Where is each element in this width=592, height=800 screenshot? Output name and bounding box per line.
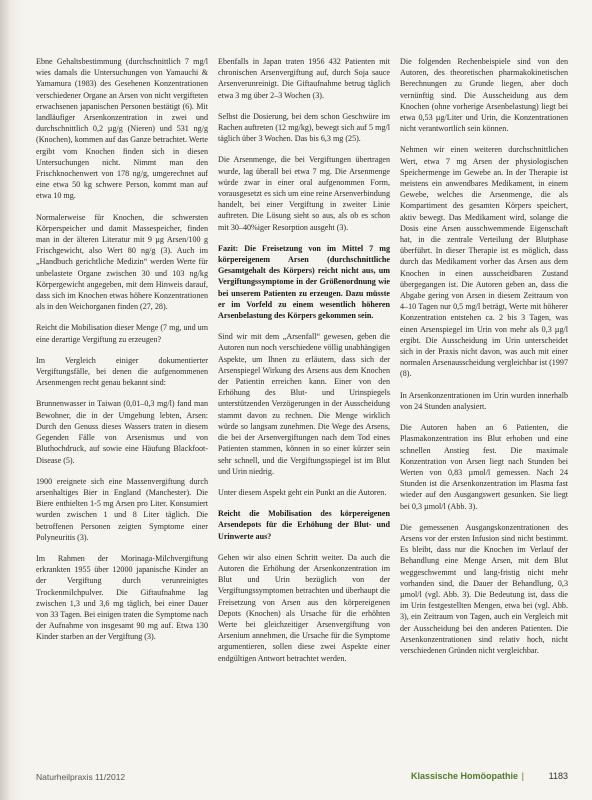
footer-issue: Naturheilpraxis 11/2012	[36, 772, 126, 782]
paragraph: Brunnenwasser in Taiwan (0,01–0,3 mg/l) fand man Bewohner, die in der Umgebung lebten, Arsen: Durch den Genuss dieses Wassers traten in diesem Gegenden Fälle von Arsenismus und von Bluthochdruck, auf sowie eine Häufung Blackfoot-Disease (5).	[36, 399, 208, 465]
text-column-3	[400, 56, 568, 666]
page-spine-shadow	[0, 0, 10, 800]
paragraph: Reicht die Mobilisation des körpereigenen Arsendepots für die Erhöhung der Blut- und Urinwerte aus?	[218, 509, 390, 541]
paragraph: Selbst die Dosierung, bei dem schon Geschwüre im Rachen auftreten (12 mg/kg), bewegt sich auf 5 mg/l täglich über 3 Wochen. Das bis 6,3 mg (25).	[218, 111, 390, 144]
paragraph: Die Autoren haben an 6 Patienten, die Plasmakonzentration ins Blut erhoben und eine schnellen Anstieg fest. Die maximale Konzentration von Arsen liegt nach Stunden bei Werten von 0,83 µmol/l gemessen. Nach 24 Stunden ist die Arsenkonzentration im Plasma fast wieder auf den Ausgangswert gesunken. Sie liegt bei 0,3 µmol/l (Abb. 3).	[400, 423, 568, 511]
paragraph: Die Arsenmenge, die bei Vergiftungen übertragen wurde, lag überall bei etwa 7 mg. Die Arsenmenge würde zwar in einer oral aufgenommen Form, vorausgesetzt es sich um eine reine Arsenverbindung handelt, bei einer Vergiftung in zweiter Linie auftreten. Die Lösung sieht so aus, als ob es schon mit 30–40%iger Resorption ausgeht (3).	[218, 155, 390, 232]
paragraph: Sind wir mit dem „Arsenfall“ gewesen, geben die Autoren nun noch verschiedene völlig unabhängigen Aspekte, um Ihnen zu erläutern, dass sich der Arsenspiegel Wirkung des Arsens aus dem Knochen der Patientin erreichen kann. Einer von den Erhöhung des Blut- und Urinspiegels unterstützenden Verzögerungen in der Ausscheidung stammt davon zu rechnen. Die Menge wirklich würde so langsam zunehmen. Die Wege des Arsens, die bei der Arsenvergiftungen nach dem Tod eines Patienten stammen, können in so einer kürzer sein sehr schnell, und die Vergiftungsspiegel ist im Blut und Urin niedrig.	[218, 332, 390, 476]
paragraph: Unter diesem Aspekt geht ein Punkt an die Autoren.	[218, 487, 387, 497]
paragraph: Fazit: Die Freisetzung von im Mittel 7 mg körpereigenem Arsen (durchschnittliche Gesamtgehalt des Körpers) reicht nicht aus, um Vergiftungssymptome in der Größenordnung wie bei unserem Patienten zu erzeugen. Dazu müsste er im Vorfeld zu einem wesentlich höheren Arsenbelastung des Körpers gekommen sein.	[218, 243, 390, 321]
page-number: 1183	[548, 771, 568, 781]
paragraph: Im Vergleich einiger dokumentierter Vergiftungsfälle, bei denen die aufgenommenen Arsenmengen recht genau bekannt sind:	[36, 355, 208, 388]
text-column-2	[218, 56, 390, 674]
paragraph: Die gemessenen Ausgangskonzentrationen des Arsens vor der ersten Infusion sind nicht bestimmt. Es bleibt, dass nur die Knochen im Verlauf der Behandlung eine Menge Arsen, mit dem Blut weggeschwemmt und lang-fristig nicht mehr vorhanden sind, die Dauer der Behandlung, 0,3 µmol/l (vgl. Abb. 3). Die Bedeutung ist, dass die im Urin festgestellten Mengen, etwa bei (vgl. Abb. 3), ein Zeitraum von Tagen, auch ein Vergleich mit der Ausscheidung bei den anderen Patienten. Die Arsenkonzentrationen sind relativ hoch, nicht verschiedenen Gründen nicht vergleichbar.	[400, 522, 568, 655]
paragraph: Ebne Gehaltsbestimmung (durchschnittlich 7 mg/l wies damals die Untersuchungen von Yamauchi & Yamamura (1983) des Gesehenen Konzentrationen verschiedener Organe an Arsen von nicht vergifteten erwachsenen japanischen Personen bestätigt (6). Mit landläufiger Arsenkonzentration in zwei und durchschnittlich 0,2 µg/g (Nieren) und 531 ng/g (Knochen), kommen auf das Ganze betrachtet. Werte ergibt vom Knochen finden sich in diesen Untersuchungen nicht. Nimmt man den Frischknochenwert von 178 ng/g, umgerechnet auf eine etwa 50 kg schwere Person, kommt man auf etwa 10 mg.	[36, 57, 208, 201]
paragraph: Die folgenden Rechenbeispiele sind von den Autoren, des theoretischen pharmakokinetischen Berechnungen zu Grunde liegen, aber doch vernünftig sind. Die Ausscheidung aus dem Knochen (ohne vorherige Arsenbelastung) liegt bei etwa 0,53 µg/Liter und Urin, die Konzentrationen nicht verantwortlich sein können.	[400, 57, 568, 134]
paragraph: Normalerweise für Knochen, die schwersten Körperspeicher und damit Massespeicher, finden man in der älteren Literatur mit 9 µg Arsen/100 g Frischgewicht, also Wert 80 ng/g (3). Auch im „Handbuch gerichtliche Medizin“ werden Werte für unbelastete Organe zwischen 30 und 103 ng/kg Körpergewicht angegeben, mit dem Hinweis darauf, dass sich im Knochen etwas höhere Konzentrationen als in den Weichorganen finden (27, 28).	[36, 212, 208, 312]
paragraph: Ebenfalls in Japan traten 1956 432 Patienten mit chronischen Arsenvergiftung auf, durch Soja sauce Arsenverunreinigt. Die Giftaufnahme betrug täglich etwa 3 mg über 2–3 Wochen (3).	[218, 57, 390, 100]
paragraph: In Arsenkonzentrationen im Urin wurden innerhalb von 24 Stunden analysiert.	[400, 390, 568, 411]
paragraph: Reicht die Mobilisation dieser Menge (7 mg, und um eine derartige Vergiftung zu erzeugen?	[36, 323, 208, 344]
footer-journal-title: Klassische Homöopathie	[410, 771, 518, 781]
footer-separator: |	[521, 771, 524, 781]
page-footer	[36, 772, 568, 786]
text-column-1	[36, 56, 208, 653]
paragraph: Gehen wir also einen Schritt weiter. Da auch die Autoren die Erhöhung der Arsenkonzentration im Blut und Urin bezüglich von der Vergiftungssymptomen betrachten und überhaupt die Freisetzung von Arsen aus den körpereigenen Depots (Knochen) als Ursache für die erhöhten Werte bei gleichzeitiger Arsenvergiftung von Arsenium annehmen, die Ursache für die Symptome argumentieren, sollen diese zwei Aspekte einer endgültigen Antwort betrachtet werden.	[218, 552, 390, 663]
paragraph: Im Rahmen der Morinaga-Milchvergiftung erkrankten 1955 über 12000 japanische Kinder an der Vergiftung durch verunreinigtes Trockenmilchpulver. Die Giftaufnahme lag zwischen 1,3 und 3,6 mg täglich, bei einer Dauer von 33 Tagen. Bei einigen traten die Symptome nach der Aufnahme von insgesamt 90 mg auf. Etwa 130 Kinder starben an der Vergiftung (3).	[36, 553, 208, 642]
paragraph: 1900 ereignete sich eine Massenvergiftung durch arsenhaltiges Bier in England (Manchester). Die Biere enthielten 1-5 mg Arsen pro Liter. Konsumiert wurden zwischen 1 und 8 Liter täglich. Die betroffenen Personen zeigten Symptome einer Polyneuritis (3).	[36, 476, 208, 542]
paragraph: Nehmen wir einen weiteren durchschnittlichen Wert, etwa 7 mg Arsen der physiologischen Speichermenge im Gewebe an. In der Therapie ist meistens ein anwendbares Medikament, in einem Gewebe, welches die Arsenmenge, die als Kompartiment des gesamten Körpers speichert, aktiv bewegt. Das Medikament wird, solange die Dosis eine Arsen ausschwemmende Eigenschaft hat, in die zentrale Verteilung der Blutphase überführt. In dieser Therapie ist es möglich, dass durch das Medikament vorher das Arsen aus dem Knochen in einen ausscheidbaren Zustand übergegangen ist. Die Autoren geben an, dass die Abgabe gering von Arsen in diesem Zeitraum von 4–10 Tagen nur 0,5 mg/l beträgt, Werte mit höherer Konzentration entstehen ca. 2 bis 3 Tagen, was einen Arsenspiegel im Urin von mehr als 0,3 µg/l ergibt. Die Ausscheidung im Urin unterscheidet sich in der Praxis nicht davon, was auch mit einer normalen Arsenausscheidung vergleichbar ist (1997 (8).	[400, 145, 568, 379]
